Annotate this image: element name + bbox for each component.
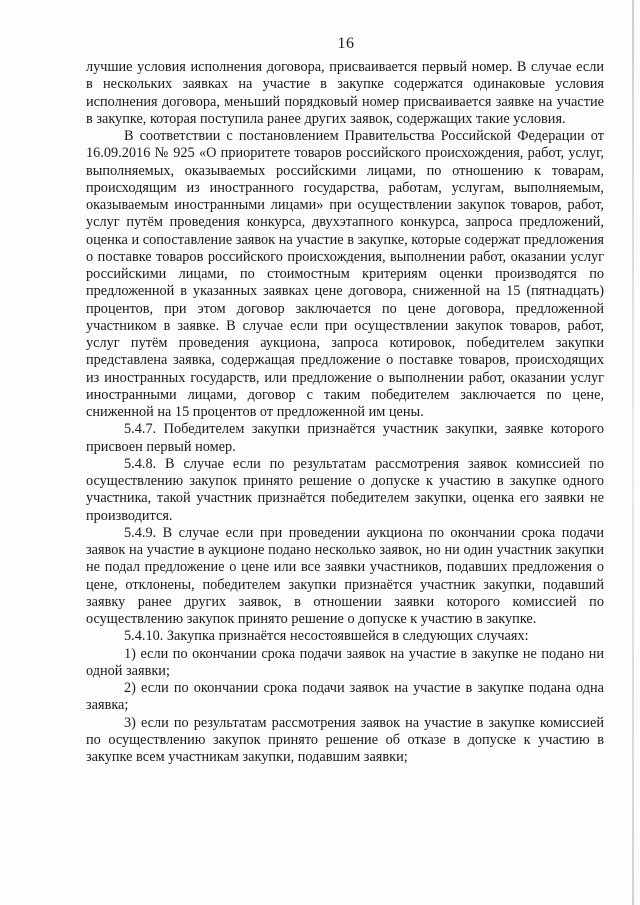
paragraph-5-4-9: 5.4.9. В случае если при проведении аукциона по окончании срока подачи заявок на участие в аукционе подано несколько заявок, но ни один участник закупки не подал предложение о цене или все заявки участников, подавших предложения о цене, отклонены, победителем закупки признаётся участник закупки, подавший заявку ранее других заявок, в отношении заявки которого комиссией по осуществлению закупок принято решение о допуске к участию в закупке.: [86, 524, 604, 627]
page-number: 16: [337, 35, 355, 52]
scan-edge: [632, 0, 634, 905]
paragraph-decree-925: В соответствии с постановлением Правительства Российской Федерации от 16.09.2016 № 925 «О приоритете товаров российского происхождения, работ, услуг, выполняемых, оказываемых российскими лицами, по отношению к товарам, происходящим из иностранного государства, работам, услугам, выполняемым, оказываемым иностранными лицами» при осуществлении закупок товаров, работ, услуг путём проведения конкурса, двухэтапного конкурса, запроса предложений, оценка и сопоставление заявок на участие в закупке, которые содержат предложения о поставке товаров российского происхождения, выполнении работ, оказании услуг российскими лицами, по стоимостным критериям оценки производятся по предложенной в указанных заявках цене договора, сниженной на 15 (пятнадцать) процентов, при этом договор заключается по цене договора, предложенной участником в заявке. В случае если при осуществлении закупок товаров, работ, услуг путём проведения аукциона, запроса котировок, победителем закупки представлена заявка, содержащая предложение о поставке товаров, происходящих из иностранных государств, или предложение о выполнении работ, оказании услуг иностранными лицами, договор с таким победителем заключается по цене, сниженной на 15 процентов от предложенной им цены.: [86, 128, 604, 420]
paragraph-5-4-10: 5.4.10. Закупка признаётся несостоявшейся в следующих случаях:: [124, 628, 529, 645]
paragraph-5-4-7: 5.4.7. Победителем закупки признаётся участник закупки, заявке которого присвоен первый номер.: [86, 421, 604, 455]
list-item-2: 2) если по окончании срока подачи заявок на участие в закупке подана одна заявка;: [86, 680, 604, 714]
list-item-1: 1) если по окончании срока подачи заявок на участие в закупке не подано ни одной заявки;: [86, 645, 604, 679]
list-item-3: 3) если по результатам рассмотрения заявок на участие в закупке комиссией по осуществлению закупок принято решение об отказе в допуске к участию в закупке всем участникам закупки, подавшим заявки;: [86, 714, 604, 765]
document-body: [86, 59, 604, 766]
paragraph-5-4-8: 5.4.8. В случае если по результатам рассмотрения заявок комиссией по осуществлению закупок принято решение о допуске к участию в закупке одного участника, такой участник признаётся победителем закупки, оценка его заявки не производится.: [86, 455, 604, 524]
paragraph-continuation: лучшие условия исполнения договора, присваивается первый номер. В случае если в нескольких заявках на участие в закупке содержатся одинаковые условия исполнения договора, меньший порядковый номер присваивается заявке на участие в закупке, которая поступила ранее других заявок, содержащих такие условия.: [86, 59, 604, 127]
